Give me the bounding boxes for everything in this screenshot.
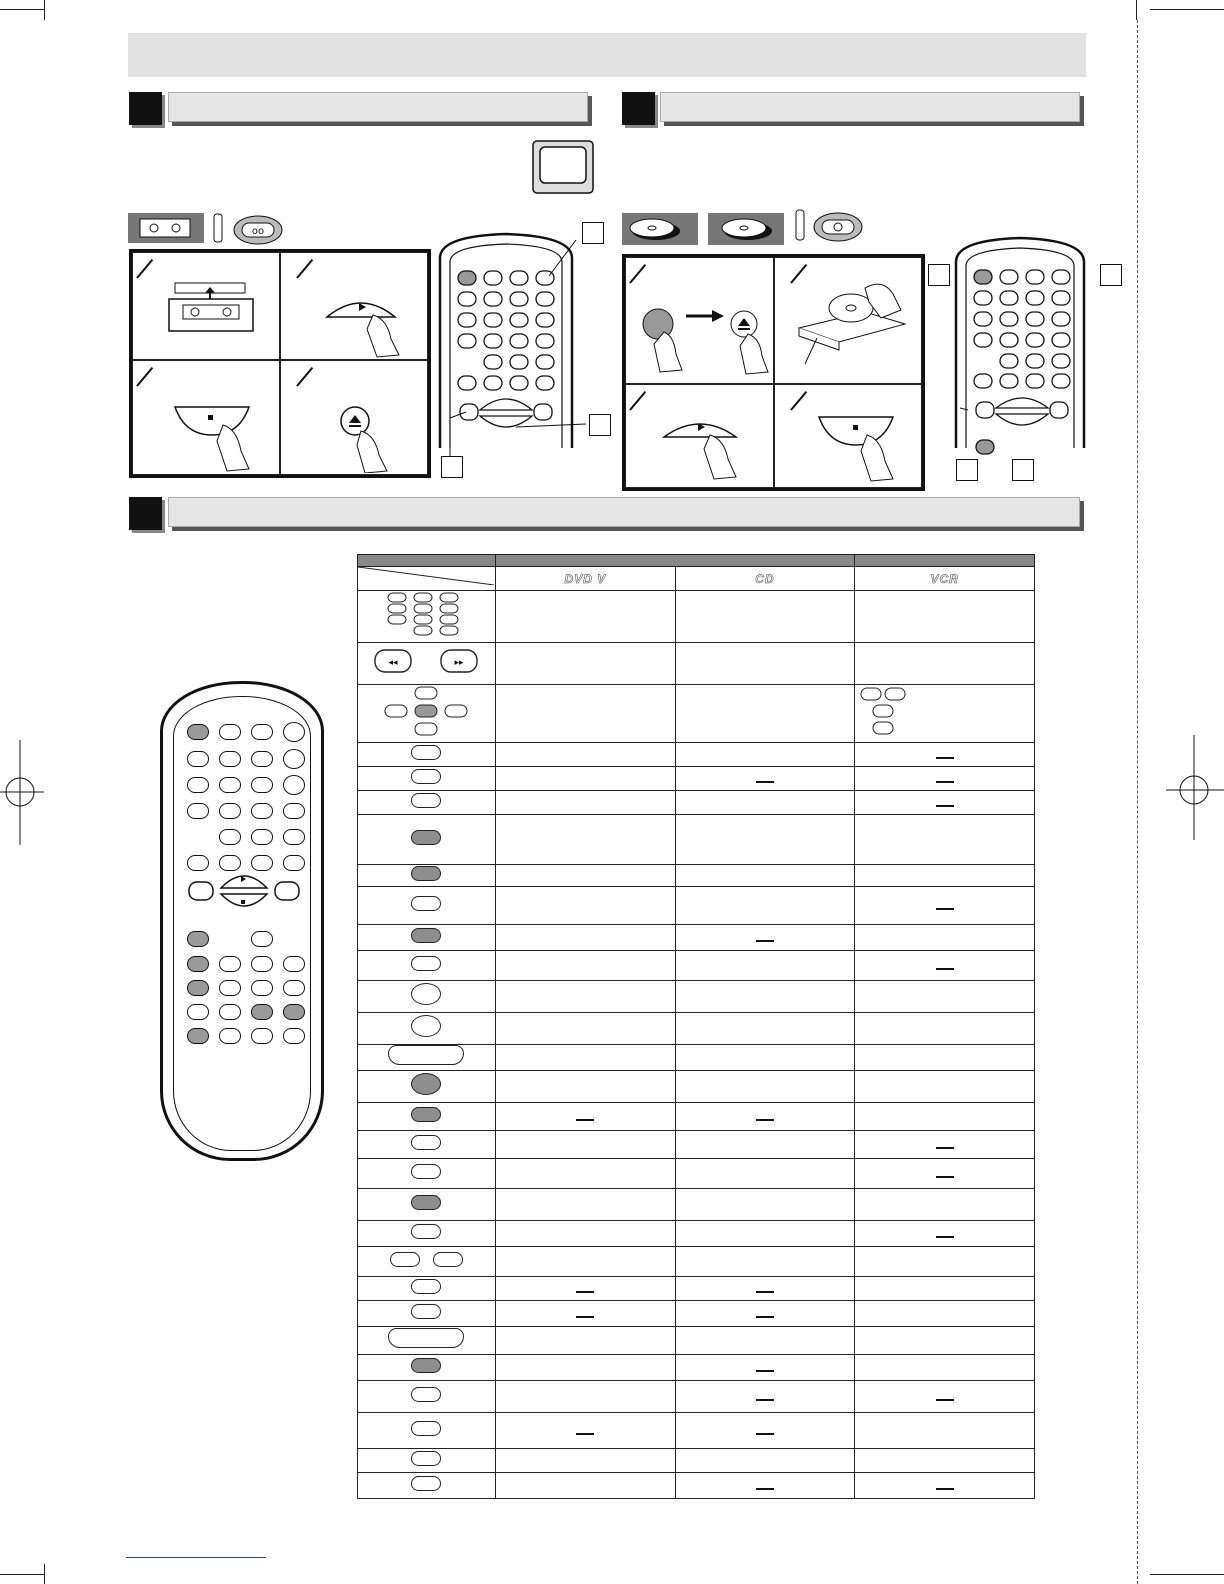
trim-mark-bottom-right xyxy=(1150,1574,1224,1575)
remote-btn[interactable] xyxy=(251,724,273,740)
registration-crosshair-right xyxy=(1166,735,1224,845)
table-row xyxy=(358,1013,1035,1045)
trim-mark-top-right xyxy=(1150,9,1224,10)
section-1-title-bar xyxy=(168,92,588,122)
section-1-number-box xyxy=(129,92,162,125)
table-row xyxy=(358,815,1035,865)
table-row xyxy=(358,1131,1035,1159)
remote-btn[interactable] xyxy=(219,724,241,740)
remote-power-button[interactable] xyxy=(187,724,209,740)
tv-icon xyxy=(532,140,594,196)
table-row xyxy=(358,591,1035,643)
dvd-disc-badge xyxy=(622,213,698,245)
table-corner-cell xyxy=(358,567,496,591)
table-row xyxy=(358,743,1035,767)
table-row xyxy=(358,981,1035,1013)
dvd-logo: DVD V xyxy=(495,567,675,591)
dvd-callout-eject xyxy=(1100,264,1122,286)
vcr-step-3-press-stop xyxy=(132,360,280,475)
trim-mark-bottom-left-v xyxy=(44,1564,45,1584)
section-3-number-box xyxy=(129,497,162,530)
vcr-callout-play xyxy=(441,456,463,478)
table-row xyxy=(358,887,1035,925)
table-row xyxy=(358,1413,1035,1449)
vcr-logo: VCR xyxy=(855,567,1035,591)
table-row xyxy=(358,1159,1035,1189)
table-row xyxy=(358,685,1035,743)
table-row xyxy=(358,643,1035,685)
trim-mark-top-right-v xyxy=(1136,0,1137,20)
table-row xyxy=(358,1189,1035,1221)
table-row xyxy=(358,1071,1035,1103)
svg-text:◂◂: ◂◂ xyxy=(388,657,399,667)
vcr-step-4-press-eject xyxy=(280,360,428,475)
table-row xyxy=(358,1381,1035,1413)
vcr-remote-illustration xyxy=(436,228,612,480)
vcr-callout-stop xyxy=(589,414,611,436)
button-function-table xyxy=(357,554,1035,1499)
table-row xyxy=(358,1449,1035,1473)
trim-mark-bottom-left xyxy=(0,1574,44,1575)
table-row xyxy=(358,767,1035,791)
section-2-number-box xyxy=(622,92,655,125)
table-row xyxy=(358,1045,1035,1071)
table-row xyxy=(358,1221,1035,1247)
dvd-callout-stop xyxy=(1012,459,1034,481)
table-row xyxy=(358,1301,1035,1327)
vcr-callout-eject xyxy=(582,222,604,244)
svg-text:▸▸: ▸▸ xyxy=(454,657,465,667)
section-3-title-bar xyxy=(168,497,1080,527)
full-remote-illustration xyxy=(160,681,324,1161)
dvd-step-4-press-stop xyxy=(774,384,922,488)
dvd-step-1-power-open xyxy=(625,257,774,384)
vcr-step-1-insert-tape xyxy=(132,252,280,360)
dvd-step-3-press-play xyxy=(625,384,774,488)
table-row xyxy=(358,925,1035,951)
table-header-cell xyxy=(358,555,496,567)
table-header-cell xyxy=(855,555,1035,567)
trim-mark-top-left-v xyxy=(44,0,45,20)
dvd-callout-play xyxy=(956,459,978,481)
footer-link-underline xyxy=(126,1557,266,1558)
dvd-mode-icon xyxy=(792,206,864,246)
dvd-step-2-insert-disc xyxy=(774,257,922,384)
remote-skip-up-button[interactable] xyxy=(283,749,305,769)
table-row xyxy=(358,1327,1035,1355)
table-row xyxy=(358,1277,1035,1301)
page-title-band xyxy=(128,33,1086,77)
section-2-title-bar xyxy=(660,92,1080,122)
table-row xyxy=(358,951,1035,981)
vcr-cassette-badge xyxy=(128,213,204,243)
table-row xyxy=(358,1247,1035,1277)
cd-disc-badge xyxy=(708,213,784,245)
cd-logo: CD xyxy=(675,567,855,591)
table-row xyxy=(358,1355,1035,1381)
vcr-step-2-press-play xyxy=(280,252,428,360)
svg-text:oo: oo xyxy=(251,226,265,237)
trim-mark-top-left xyxy=(0,9,44,10)
dvd-remote-illustration xyxy=(950,232,1100,480)
table-row xyxy=(358,1473,1035,1499)
dvd-callout-power xyxy=(928,264,950,286)
remote-eject-button[interactable] xyxy=(283,722,305,742)
table-row xyxy=(358,1103,1035,1131)
remote-skip-down-button[interactable] xyxy=(283,775,305,795)
registration-crosshair-left xyxy=(0,740,45,850)
fold-line xyxy=(1137,20,1138,1584)
vcr-mode-icon xyxy=(212,210,284,246)
table-row xyxy=(358,791,1035,815)
table-header-cell xyxy=(495,555,854,567)
table-row xyxy=(358,865,1035,887)
